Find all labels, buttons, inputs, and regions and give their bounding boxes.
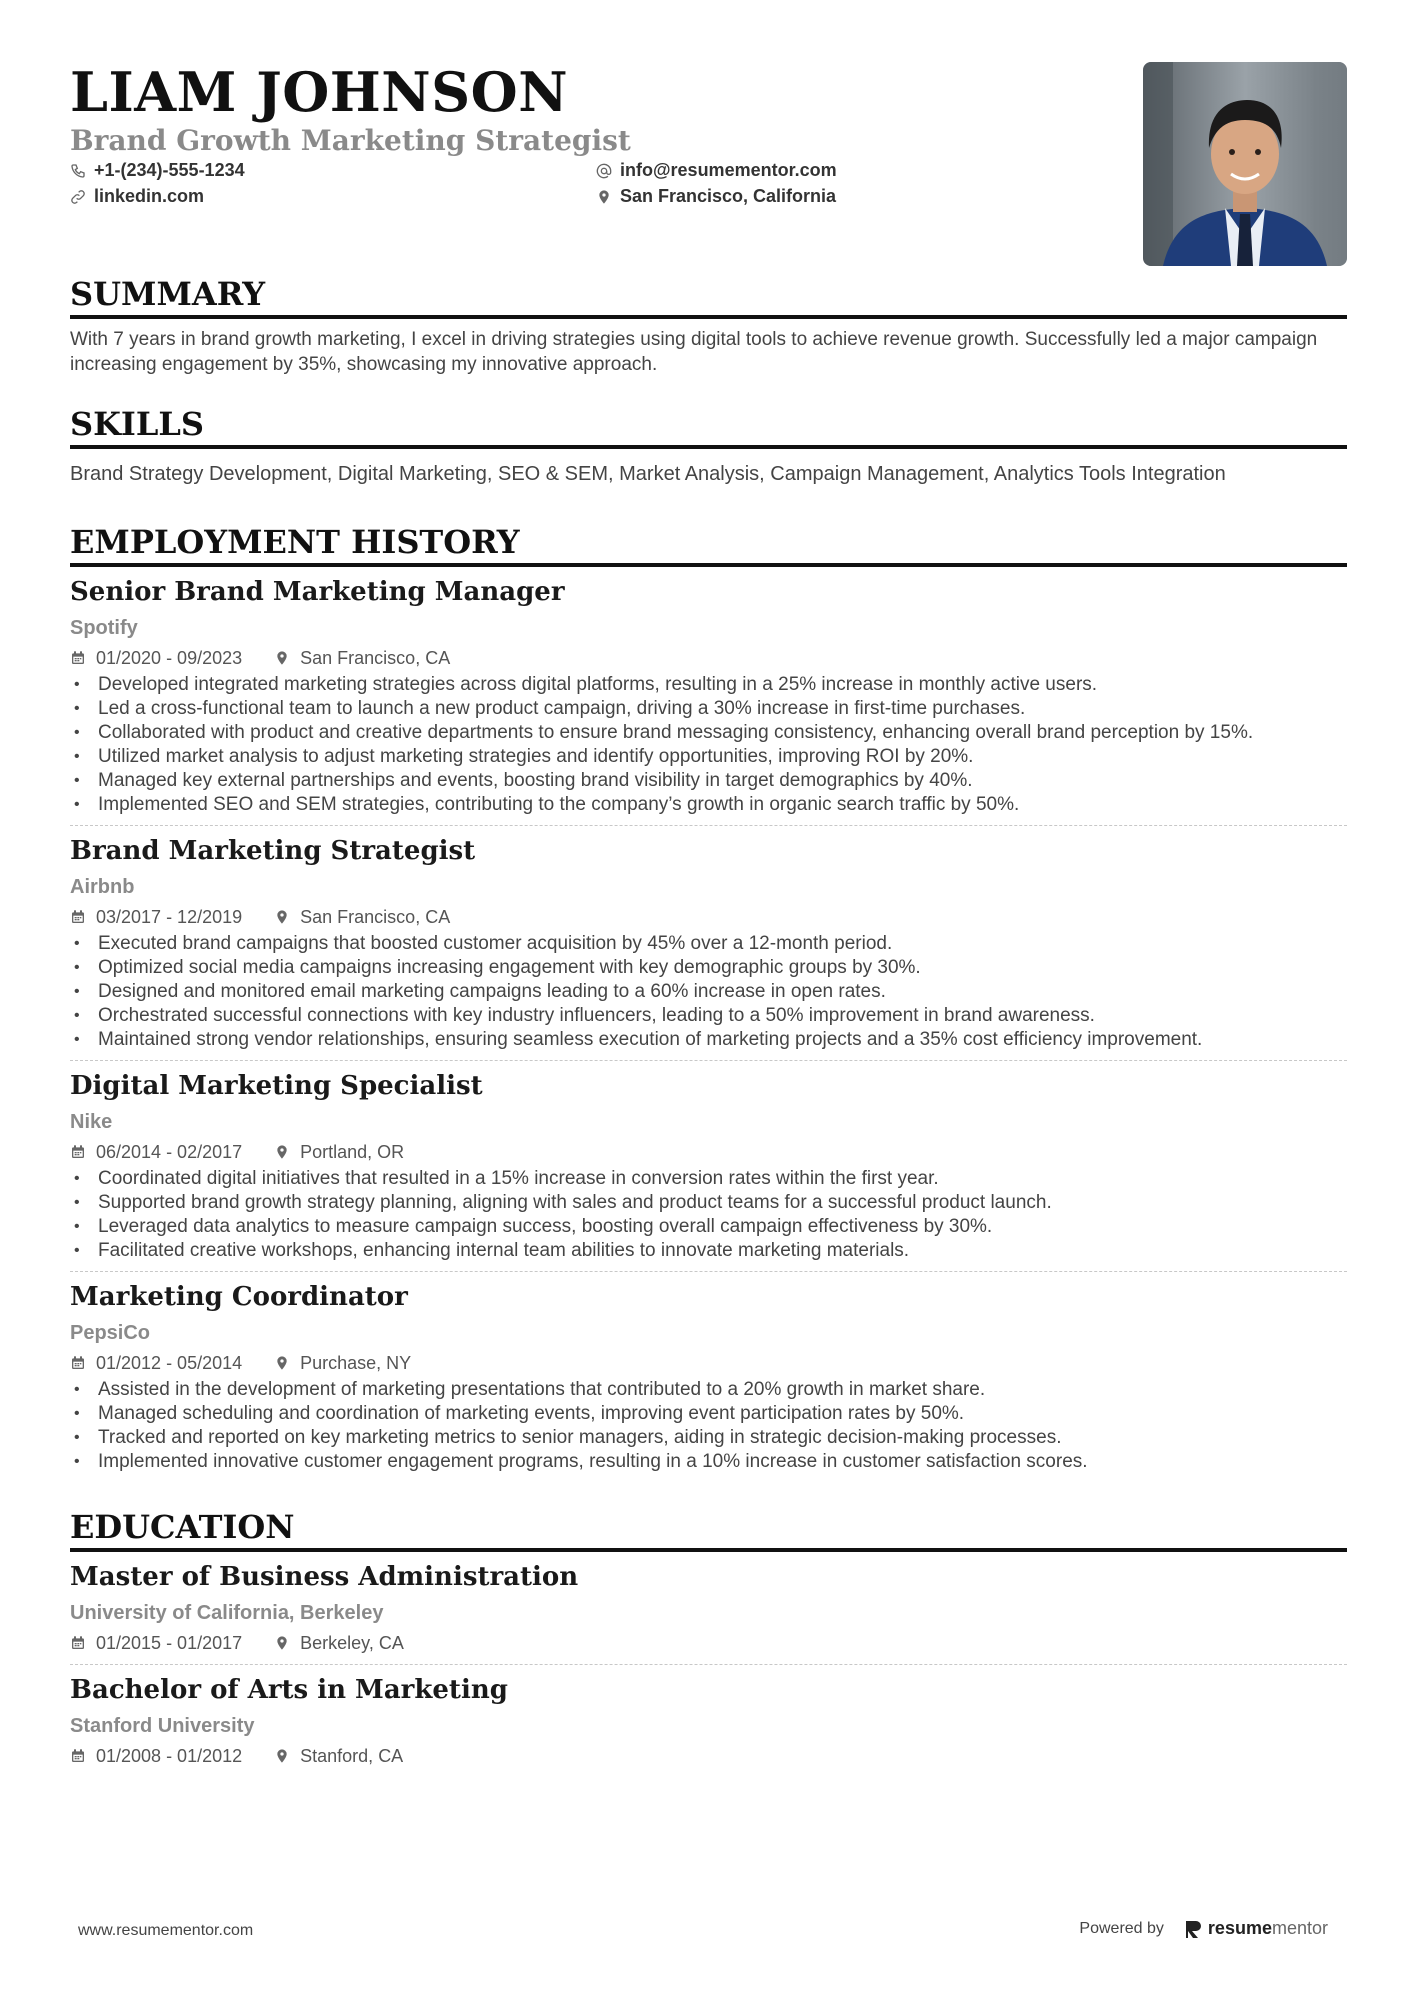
job-company: Airbnb (70, 876, 135, 898)
powered-by-label: Powered by (1079, 1919, 1164, 1937)
brand-name-part2: mentor (1271, 1918, 1328, 1938)
resume-page (70, 60, 1347, 1769)
job-dates-text: 01/2020 - 09/2023 (96, 647, 243, 668)
job-bullet: • Designed and monitored email marketing campaigns leading to a 60% increase in open rates. (70, 980, 1347, 1004)
education-meta (70, 1743, 1347, 1769)
job-title: Marketing Coordinator (70, 1282, 408, 1312)
contact-phone (70, 160, 245, 181)
job-bullet: • Orchestrated successful connections with key industry influencers, leading to a 50% improvement in brand awareness. (70, 1004, 1347, 1028)
education-meta (70, 1630, 1347, 1656)
degree-title: Master of Business Administration (70, 1562, 579, 1592)
job-bullet: • Maintained strong vendor relationships, ensuring seamless execution of marketing projects and a 35% cost efficiency improvement. (70, 1028, 1347, 1052)
footer-website[interactable]: www.resumementor.com (78, 1922, 254, 1939)
location-pin-icon (596, 189, 612, 205)
education-dates (70, 1746, 242, 1767)
job-bullets (70, 932, 1347, 1052)
job-entry (70, 834, 1347, 1052)
brand-name-part1: resume (1207, 1918, 1272, 1938)
job-title: Digital Marketing Specialist (70, 1071, 483, 1101)
job-location-text: Portland, OR (300, 1141, 405, 1162)
job-bullet: • Executed brand campaigns that boosted customer acquisition by 45% over a 12-month period. (70, 932, 1347, 956)
job-meta (70, 1139, 1347, 1165)
summary-section (70, 275, 1347, 377)
job-bullet: • Utilized market analysis to adjust marketing strategies and identify opportunities, improving ROI by 20%. (70, 745, 1347, 769)
contact-location (596, 186, 836, 207)
education-entry (70, 1560, 1347, 1656)
calendar-icon (70, 1748, 86, 1764)
education-dates-text: 01/2015 - 01/2017 (96, 1632, 243, 1653)
job-entry (70, 575, 1347, 817)
job-bullet: • Leveraged data analytics to measure campaign success, boosting overall campaign effectiveness by 30%. (70, 1215, 1347, 1239)
job-company: Spotify (70, 617, 138, 639)
job-company: Nike (70, 1111, 113, 1133)
job-location (274, 1142, 404, 1163)
education-section (70, 1508, 1347, 1769)
job-location-text: Purchase, NY (300, 1352, 412, 1373)
job-dates-text: 03/2017 - 12/2019 (96, 906, 243, 927)
skills-section (70, 405, 1347, 487)
job-meta (70, 1350, 1347, 1376)
job-bullet: • Developed integrated marketing strategies across digital platforms, resulting in a 25% increase in monthly active users. (70, 673, 1347, 697)
job-bullet: • Implemented SEO and SEM strategies, contributing to the company’s growth in organic search traffic by 50%. (70, 793, 1347, 817)
location-pin-icon (274, 909, 290, 925)
job-title: Senior Brand Marketing Manager (70, 577, 565, 607)
location-pin-icon (274, 1144, 290, 1160)
job-bullet: • Supported brand growth strategy planning, aligning with sales and product teams for a successful product launch. (70, 1191, 1347, 1215)
education-location (274, 1746, 403, 1767)
location-pin-icon (274, 1748, 290, 1764)
education-location (274, 1633, 404, 1654)
education-location-text: Stanford, CA (300, 1745, 404, 1766)
job-entry (70, 1069, 1347, 1263)
job-bullets (70, 673, 1347, 817)
email-text: info@resumementor.com (620, 160, 837, 180)
employment-section (70, 523, 1347, 1474)
job-title: Brand Marketing Strategist (70, 836, 476, 866)
brand-mark-icon (1184, 1919, 1202, 1939)
calendar-icon (70, 909, 86, 925)
location-pin-icon (274, 1355, 290, 1371)
job-bullet: • Led a cross-functional team to launch a new product campaign, driving a 30% increase in first-time purchases. (70, 697, 1347, 721)
entry-divider (70, 1271, 1347, 1272)
education-heading: EDUCATION (70, 1508, 1347, 1552)
at-icon (596, 163, 612, 179)
degree-title: Bachelor of Arts in Marketing (70, 1675, 508, 1705)
education-location-text: Berkeley, CA (300, 1632, 404, 1653)
job-bullet: • Optimized social media campaigns increasing engagement with key demographic groups by 30%. (70, 956, 1347, 980)
job-bullet: • Tracked and reported on key marketing metrics to senior managers, aiding in strategic decision-making processes. (70, 1426, 1347, 1450)
job-bullet: • Implemented innovative customer engagement programs, resulting in a 10% increase in customer satisfaction scores. (70, 1450, 1347, 1474)
location-text: San Francisco, California (620, 186, 837, 206)
job-dates (70, 1353, 242, 1374)
calendar-icon (70, 1144, 86, 1160)
entry-divider (70, 825, 1347, 826)
candidate-title: Brand Growth Marketing Strategist (70, 124, 631, 157)
job-entry (70, 1280, 1347, 1474)
candidate-name: LIAM JOHNSON (70, 60, 569, 124)
profile-photo (1143, 62, 1347, 266)
skills-heading: SKILLS (70, 405, 1347, 449)
skills-text: Brand Strategy Development, Digital Marketing, SEO & SEM, Market Analysis, Campaign Management, Analytics Tools Integration (70, 463, 1226, 485)
job-meta (70, 904, 1347, 930)
job-bullet: • Collaborated with product and creative departments to ensure brand messaging consistency, enhancing overall brand perception by 15%. (70, 721, 1347, 745)
job-location (274, 1353, 411, 1374)
job-location-text: San Francisco, CA (300, 647, 451, 668)
job-dates-text: 06/2014 - 02/2017 (96, 1141, 243, 1162)
education-dates-text: 01/2008 - 01/2012 (96, 1745, 243, 1766)
summary-text: With 7 years in brand growth marketing, I excel in driving strategies using digital tools to achieve revenue growth. Successfully led a major campaign increasing engagement by 35%, showcasing my innovative approach. (70, 329, 1318, 375)
calendar-icon (70, 1355, 86, 1371)
job-location (274, 907, 450, 928)
job-bullets (70, 1167, 1347, 1263)
phone-icon (70, 163, 86, 179)
job-location-text: San Francisco, CA (300, 906, 451, 927)
job-dates (70, 907, 242, 928)
contact-linkedin (70, 186, 204, 207)
job-dates-text: 01/2012 - 05/2014 (96, 1352, 243, 1373)
link-icon (70, 189, 86, 205)
job-bullets (70, 1378, 1347, 1474)
job-bullet: • Assisted in the development of marketing presentations that contributed to a 20% growth in market share. (70, 1378, 1347, 1402)
entry-divider (70, 1060, 1347, 1061)
job-dates (70, 648, 242, 669)
location-pin-icon (274, 650, 290, 666)
job-company: PepsiCo (70, 1322, 151, 1344)
job-dates (70, 1142, 242, 1163)
education-dates (70, 1633, 242, 1654)
resume-header (70, 60, 1347, 275)
job-bullet: • Managed scheduling and coordination of marketing events, improving event participation rates by 50%. (70, 1402, 1347, 1426)
employment-heading: EMPLOYMENT HISTORY (70, 523, 1347, 567)
school-name: University of California, Berkeley (70, 1602, 384, 1624)
job-bullet: • Coordinated digital initiatives that resulted in a 15% increase in conversion rates within the first year. (70, 1167, 1347, 1191)
calendar-icon (70, 1635, 86, 1651)
phone-text: +1-(234)-555-1234 (94, 160, 245, 180)
job-location (274, 648, 450, 669)
school-name: Stanford University (70, 1715, 255, 1737)
job-bullet: • Managed key external partnerships and events, boosting brand visibility in target demographics by 40%. (70, 769, 1347, 793)
summary-heading: SUMMARY (70, 275, 1347, 319)
brand-logo[interactable] (1184, 1918, 1328, 1939)
linkedin-text: linkedin.com (94, 186, 205, 206)
location-pin-icon (274, 1635, 290, 1651)
job-meta (70, 645, 1347, 671)
entry-divider (70, 1664, 1347, 1665)
contact-email (596, 160, 837, 181)
job-bullet: • Facilitated creative workshops, enhancing internal team abilities to innovate marketing materials. (70, 1239, 1347, 1263)
education-entry (70, 1673, 1347, 1769)
footer-branding (1079, 1918, 1328, 1939)
calendar-icon (70, 650, 86, 666)
